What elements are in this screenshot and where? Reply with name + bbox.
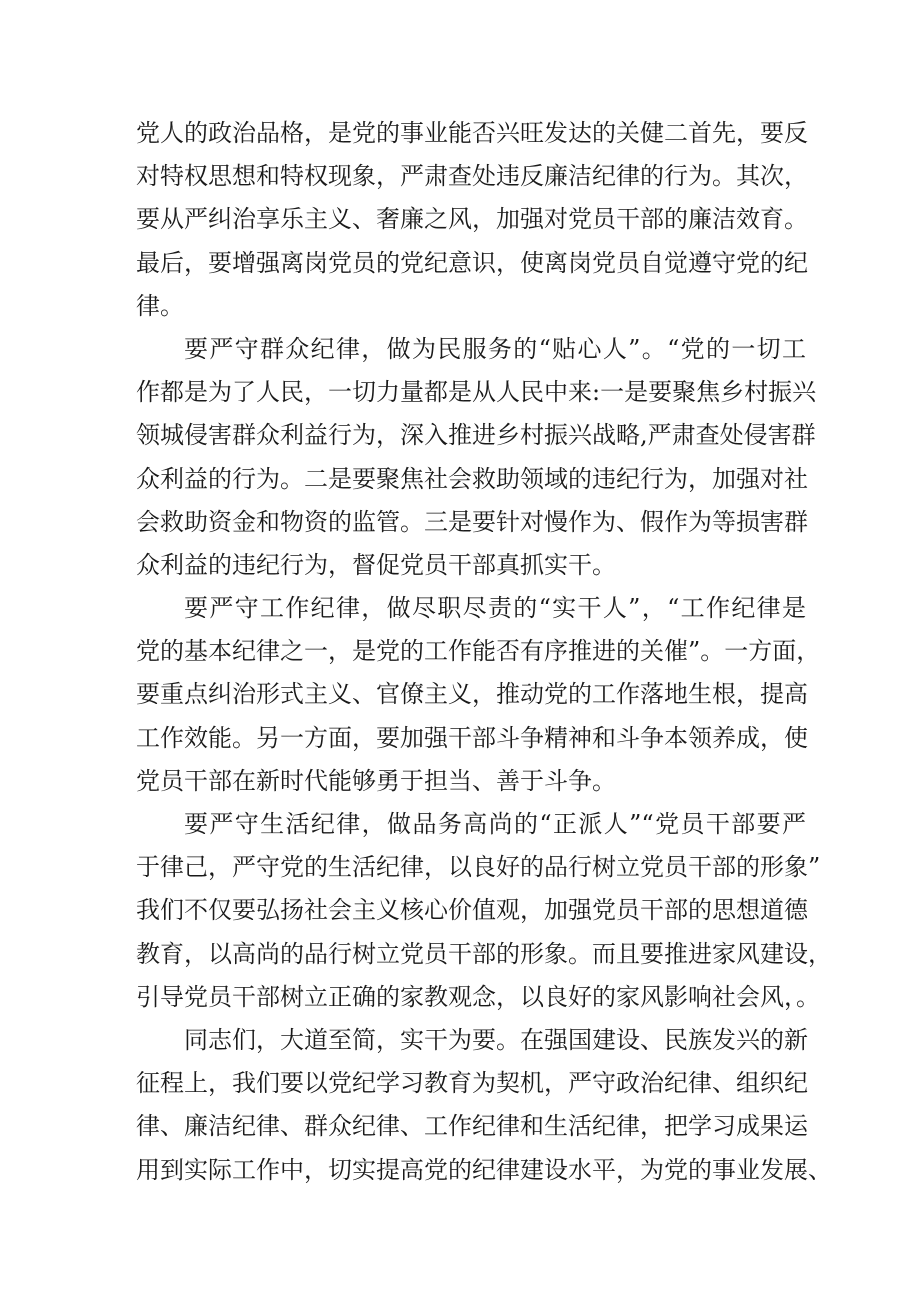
text-line: 律、廉洁纪律、群众纪律、工作纪律和生活纪律，把学习成果运 (136, 1112, 808, 1141)
text-line: 我们不仅要弘扬社会主义核心价值观，加强党员干部的思想道德 (136, 896, 808, 925)
text-line: 领城侵害群众利益行为，深入推进乡村振兴战略,严肃查处侵害群 (136, 421, 816, 450)
text-line: 众利益的违纪行为，督促党员干部真抓实干。 (136, 550, 616, 579)
text-line: 会救助资金和物资的监管。三是要针对慢作为、假作为等损害群 (136, 507, 808, 536)
paragraph-start-line: 要严守生活纪律，做品务高尚的“正派人”“党员干部要严 (184, 810, 806, 838)
text-line: 对特权思想和特权现象，严肃查处违反廉洁纪律的行为。其次， (136, 162, 808, 191)
text-line: 众利益的行为。二是要聚焦社会救助领域的违纪行为，加强对社 (136, 464, 808, 493)
text-line: 引导党员干部树立正确的家教观念，以良好的家风影响社会风，。 (136, 982, 820, 1011)
text-line: 征程上，我们要以党纪学习教育为契机，严守政治纪律、组织纪 (136, 1069, 808, 1098)
text-line: 最后，要增强离岗党员的党纪意识，使离岗党员自觉遵守党的纪 (136, 248, 808, 277)
text-line: 作都是为了人民，一切力量都是从人民中来:一是要聚焦乡村振兴 (136, 378, 817, 407)
text-line: 党的基本纪律之一，是党的工作能否有序推进的关催”。一方面， (136, 637, 821, 666)
paragraph-start-line: 要严守群众纪律，做为民服务的“贴心人”。“党的一切工 (184, 334, 806, 363)
body-text (136, 112, 832, 1192)
paragraph-start-line: 同志们，大道至简，实干为要。在强国建设、民族发兴的新 (184, 1025, 808, 1054)
text-line: 要从严纠治享乐主义、奢廉之风，加强对党员干部的廉洁效育。 (136, 205, 808, 234)
text-line: 用到实际工作中，切实提高党的纪律建设水平，为党的事业发展、 (136, 1155, 832, 1184)
text-line: 于律己，严守党的生活纪律，以良好的品行树立党员干部的形象” (136, 853, 821, 882)
text-line: 教育，以高尚的品行树立党员干部的形象。而且要推进家风建设， (136, 939, 832, 968)
text-line: 律。 (136, 291, 184, 320)
text-line: 党员干部在新时代能够勇于担当、善于斗争。 (136, 766, 616, 795)
text-line: 党人的政治品格，是党的事业能否兴旺发达的关健二首先，要反 (136, 119, 808, 147)
text-line: 要重点纠治形式主义、官僚主义，推动党的工作落地生根，提高 (136, 680, 808, 709)
paragraph-start-line: 要严守工作纪律，做尽职尽责的“实干人”，“工作纪律是 (184, 594, 806, 623)
text-line: 工作效能。另一方面，要加强干部斗争精神和斗争本领养成，使 (136, 723, 808, 752)
